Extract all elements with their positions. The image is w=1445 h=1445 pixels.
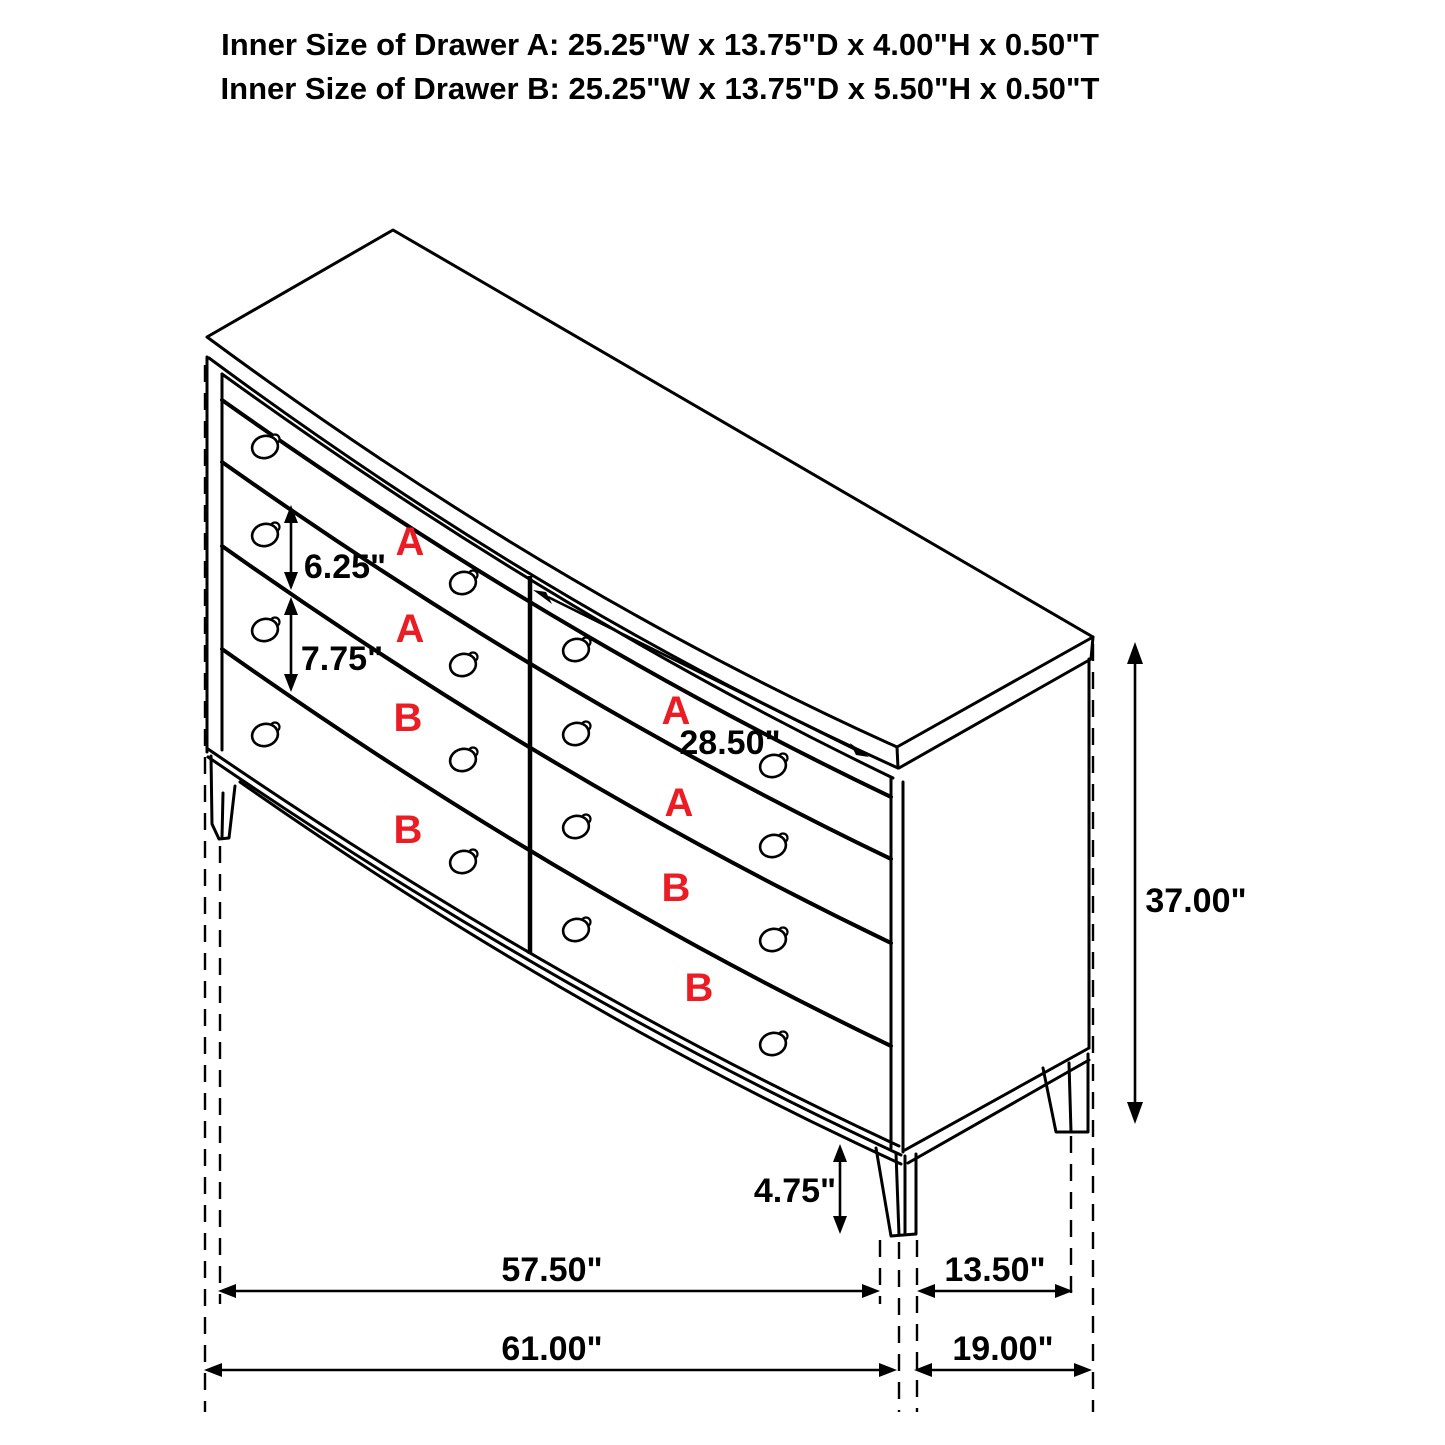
arrowhead <box>833 1216 847 1234</box>
dresser-body <box>207 230 1093 1236</box>
arrowhead <box>284 674 298 692</box>
dim-label-side-leg-span: 13.50" <box>944 1251 1046 1289</box>
drawer-knob <box>250 616 281 644</box>
drawer-knob <box>448 746 479 774</box>
drawer-knob <box>448 848 479 876</box>
drawer-label-right-3: B <box>661 866 691 910</box>
dim-label-overall-height: 37.00" <box>1145 882 1247 920</box>
dim-label-drawer-width: 28.50" <box>679 724 781 762</box>
drawer-knob <box>250 721 281 749</box>
drawer-knob <box>448 651 479 679</box>
arrowhead <box>204 1363 222 1377</box>
drawer-knob <box>250 433 281 461</box>
arrowhead <box>850 743 869 757</box>
arrowhead <box>1127 1102 1143 1124</box>
drawer-knob <box>448 569 479 597</box>
dim-label-drawer-a-height: 6.25" <box>303 548 387 586</box>
drawer-label-right-4: B <box>684 966 714 1010</box>
dim-label-overall-width: 61.00" <box>501 1330 603 1368</box>
dim-label-drawer-b-height: 7.75" <box>300 640 384 678</box>
arrowhead <box>1127 642 1143 664</box>
drawer-label-left-4: B <box>393 808 423 852</box>
side-panel-bottom-band <box>905 1048 1089 1163</box>
dim-label-front-leg-span: 57.50" <box>501 1251 603 1289</box>
bottom-rail-top <box>208 749 899 1146</box>
arrowhead <box>284 572 298 590</box>
drawer-knob <box>561 720 592 748</box>
drawer-knob <box>561 813 592 841</box>
arrowhead <box>879 1363 897 1377</box>
drawer-knob <box>561 636 592 664</box>
drawer-knob <box>561 916 592 944</box>
drawer-label-left-2: A <box>395 607 425 651</box>
drawer-knob <box>250 521 281 549</box>
front-right-corner-post <box>891 778 903 1152</box>
drawer-label-left-1: A <box>395 520 425 564</box>
drawer-label-right-1: A <box>661 689 691 733</box>
drawer-label-right-2: A <box>664 781 694 825</box>
drawer-knob <box>758 1030 789 1058</box>
rear-right-leg-edge <box>1069 1063 1071 1132</box>
drawer-knob <box>758 926 789 954</box>
dim-label-overall-depth: 19.00" <box>952 1330 1054 1368</box>
arrowhead <box>862 1284 880 1298</box>
drawer-label-left-3: B <box>393 696 423 740</box>
title-line-drawer-b: Inner Size of Drawer B: 25.25"W x 13.75"D x 5.50"H x 0.50"T <box>220 71 1100 106</box>
arrowhead <box>917 1284 935 1298</box>
title-block <box>221 27 1100 106</box>
title-line-drawer-a: Inner Size of Drawer A: 25.25"W x 13.75"D x 4.00"H x 0.50"T <box>221 27 1099 62</box>
dim-label-leg-height: 4.75" <box>753 1172 837 1210</box>
front-left-leg-edge <box>222 793 223 838</box>
front-left-corner-edges <box>207 357 222 752</box>
drawer-knob <box>758 832 789 860</box>
arrowhead <box>833 1144 847 1162</box>
arrowhead <box>1074 1363 1092 1377</box>
